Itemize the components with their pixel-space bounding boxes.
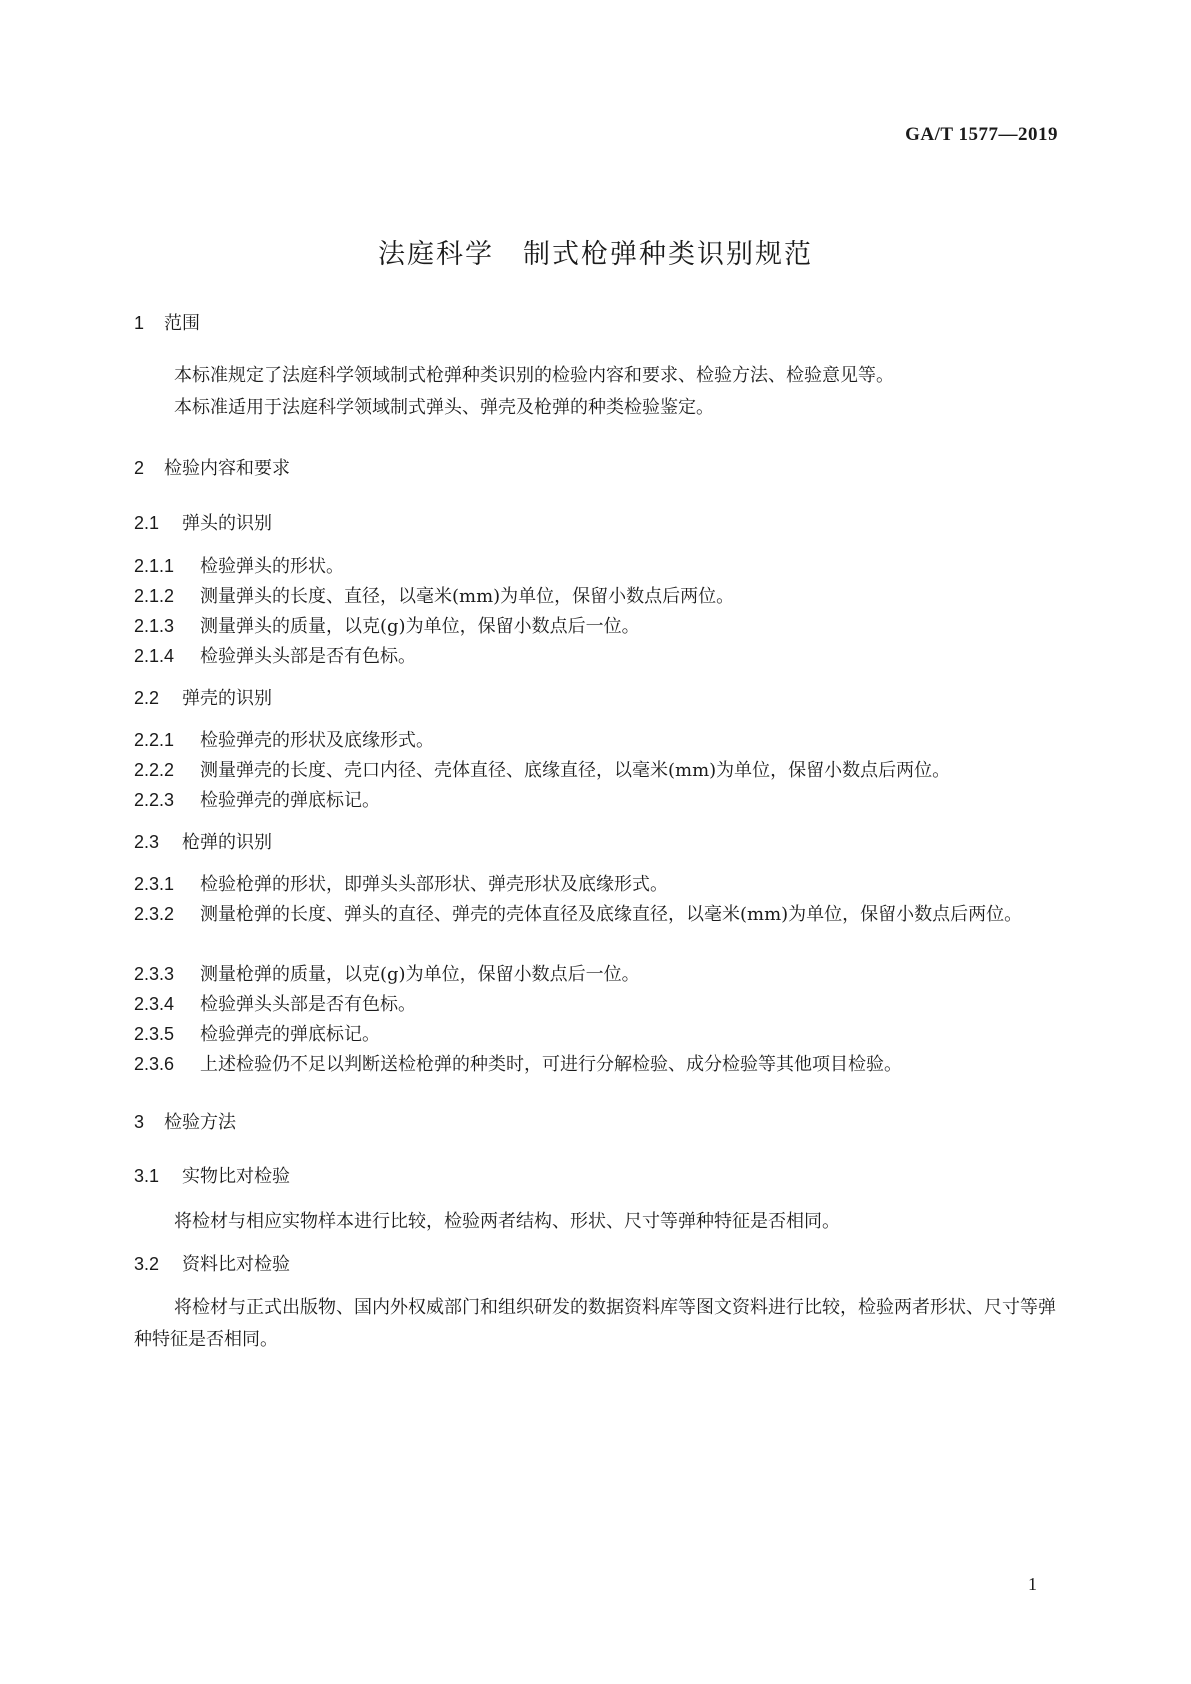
clause bbox=[134, 898, 1064, 931]
clause-text: 测量弹壳的长度、壳口内径、壳体直径、底缘直径，以毫米(mm)为单位，保留小数点后两位。 bbox=[200, 760, 951, 781]
section-title: 范围 bbox=[164, 313, 200, 334]
paragraph: 将检材与相应实物样本进行比较，检验两者结构、形状、尺寸等弹种特征是否相同。 bbox=[174, 1211, 840, 1232]
subsection-number: 2.3 bbox=[134, 832, 160, 852]
clause-text: 检验弹壳的弹底标记。 bbox=[200, 790, 380, 811]
subsection-number: 2.1 bbox=[134, 513, 160, 533]
section-number: 2 bbox=[134, 458, 145, 478]
clause bbox=[134, 754, 1064, 787]
clause-text: 测量弹头的质量，以克(g)为单位，保留小数点后一位。 bbox=[200, 616, 640, 637]
standard-code: GA/T 1577—2019 bbox=[905, 124, 1058, 145]
clause-number: 2.3.3 bbox=[134, 964, 175, 984]
clause-number: 2.2.3 bbox=[134, 790, 175, 810]
clause-number: 2.3.4 bbox=[134, 994, 175, 1014]
document-title: 法庭科学 制式枪弹种类识别规范 bbox=[378, 239, 813, 270]
section-heading bbox=[134, 309, 200, 335]
clause bbox=[134, 550, 1064, 583]
subsection-title: 枪弹的识别 bbox=[182, 832, 272, 853]
clause-number: 2.1.2 bbox=[134, 586, 175, 606]
section-heading bbox=[134, 1108, 236, 1134]
section-title: 检验内容和要求 bbox=[164, 458, 290, 479]
subsection-heading bbox=[134, 1250, 290, 1276]
subsection-number: 2.2 bbox=[134, 688, 160, 708]
subsection-title: 资料比对检验 bbox=[182, 1254, 290, 1275]
clause-number: 2.1.1 bbox=[134, 556, 175, 576]
clause bbox=[134, 640, 1064, 673]
subsection-heading bbox=[134, 828, 272, 854]
clause-number: 2.1.4 bbox=[134, 646, 175, 666]
section-number: 3 bbox=[134, 1112, 145, 1132]
clause bbox=[134, 988, 1064, 1021]
clause-text: 测量枪弹的质量，以克(g)为单位，保留小数点后一位。 bbox=[200, 964, 640, 985]
paragraph: 本标准规定了法庭科学领域制式枪弹种类识别的检验内容和要求、检验方法、检验意见等。 bbox=[174, 365, 894, 386]
subsection-heading bbox=[134, 1162, 290, 1188]
clause-number: 2.3.5 bbox=[134, 1024, 175, 1044]
clause-number: 2.1.3 bbox=[134, 616, 175, 636]
clause-text: 测量弹头的长度、直径，以毫米(mm)为单位，保留小数点后两位。 bbox=[200, 586, 735, 607]
clause-text: 检验弹壳的形状及底缘形式。 bbox=[200, 730, 434, 751]
subsection-title: 实物比对检验 bbox=[182, 1166, 290, 1187]
section-title: 检验方法 bbox=[164, 1112, 236, 1133]
section-heading bbox=[134, 454, 290, 480]
clause-text: 检验枪弹的形状，即弹头头部形状、弹壳形状及底缘形式。 bbox=[200, 874, 668, 895]
subsection-heading bbox=[134, 684, 272, 710]
clause bbox=[134, 1018, 1064, 1051]
subsection-heading bbox=[134, 509, 272, 535]
clause-number: 2.2.2 bbox=[134, 760, 175, 780]
paragraph: 将检材与正式出版物、国内外权威部门和组织研发的数据资料库等图文资料进行比较，检验两者形状、尺寸等弹种特征是否相同。 bbox=[134, 1297, 1056, 1350]
page-number: 1 bbox=[1028, 1574, 1037, 1594]
subsection-number: 3.2 bbox=[134, 1254, 160, 1274]
subsection-title: 弹壳的识别 bbox=[182, 688, 272, 709]
section-number: 1 bbox=[134, 313, 145, 333]
clause-number: 2.3.6 bbox=[134, 1054, 175, 1074]
clause-number: 2.2.1 bbox=[134, 730, 175, 750]
clause bbox=[134, 580, 1064, 613]
clause-number: 2.3.1 bbox=[134, 874, 175, 894]
clause bbox=[134, 1048, 1064, 1081]
clause bbox=[134, 724, 1064, 757]
clause bbox=[134, 784, 1064, 817]
clause bbox=[134, 610, 1064, 643]
subsection-title: 弹头的识别 bbox=[182, 513, 272, 534]
clause bbox=[134, 958, 1064, 991]
clause-text: 上述检验仍不足以判断送检枪弹的种类时，可进行分解检验、成分检验等其他项目检验。 bbox=[200, 1054, 902, 1075]
clause-text: 检验弹头头部是否有色标。 bbox=[200, 646, 416, 667]
clause-number: 2.3.2 bbox=[134, 904, 175, 924]
clause-text: 检验弹头的形状。 bbox=[200, 556, 344, 577]
clause-text: 检验弹头头部是否有色标。 bbox=[200, 994, 416, 1015]
clause-text: 测量枪弹的长度、弹头的直径、弹壳的壳体直径及底缘直径，以毫米(mm)为单位，保留小数点后两位。 bbox=[200, 904, 1023, 925]
subsection-number: 3.1 bbox=[134, 1166, 160, 1186]
clause-text: 检验弹壳的弹底标记。 bbox=[200, 1024, 380, 1045]
clause bbox=[134, 868, 1064, 901]
paragraph: 本标准适用于法庭科学领域制式弹头、弹壳及枪弹的种类检验鉴定。 bbox=[174, 397, 714, 418]
